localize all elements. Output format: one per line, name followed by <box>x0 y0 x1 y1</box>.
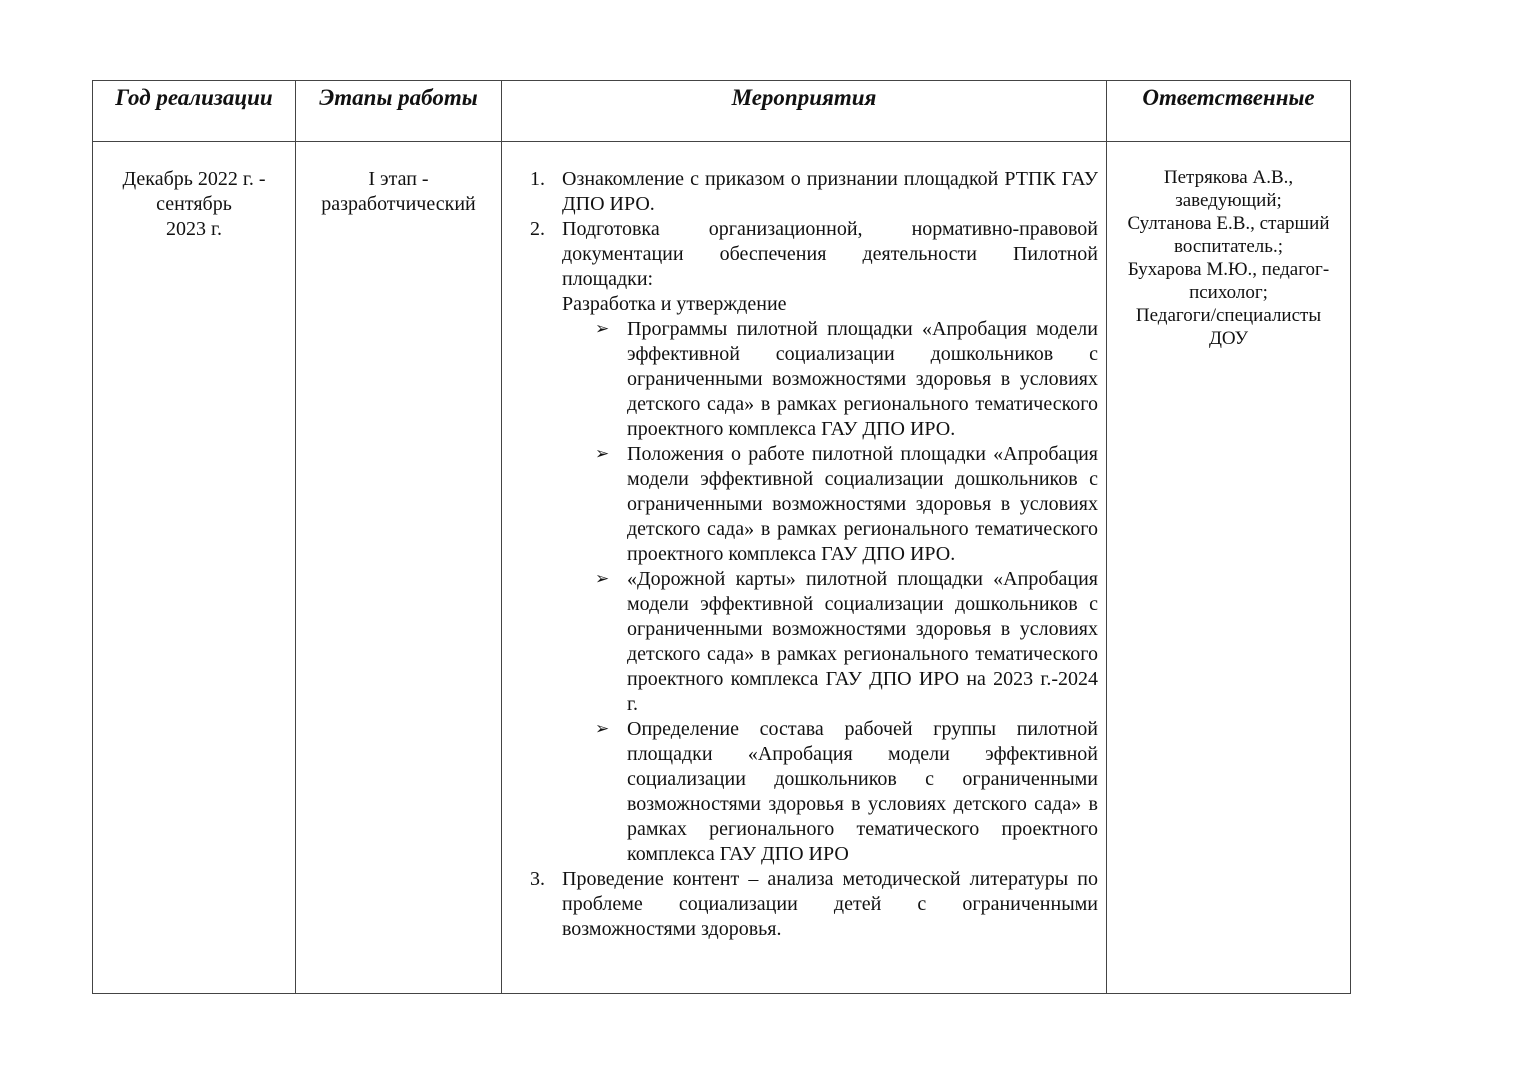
header-responsible: Ответственные <box>1142 85 1315 110</box>
arrowhead-bullet-icon: ➢ <box>595 569 610 589</box>
responsible-line: Бухарова М.Ю., педагог- <box>1127 259 1330 280</box>
responsible-line: Султанова Е.В., старший <box>1127 213 1330 234</box>
bullet-text: «Дорожной карты» пилотной площадки «Апробация модели эффективной социализации дошкольников с ограниченными возможностями здоровья в условиях детского сада» в рамках регионального тематического проектного комплекса ГАУ ДПО ИРО на 2023 г.-2024 г. <box>627 568 1098 715</box>
activity-plan-table <box>92 80 1351 994</box>
year-line: 2023 г. <box>166 218 222 240</box>
arrowhead-bullet-icon: ➢ <box>595 719 610 739</box>
header-stages: Этапы работы <box>319 85 478 110</box>
responsible-line: Петрякова А.В., <box>1163 167 1294 188</box>
bullet-text: Программы пилотной площадки «Апробация модели эффективной социализации дошкольников с ограниченными возможностями здоровья в условиях детского сада» в рамках регионального тематического проектного комплекса ГАУ ДПО ИРО. <box>627 318 1098 440</box>
responsible-line: психолог; <box>1189 282 1268 303</box>
year-cell <box>93 142 295 993</box>
stage-line: разработчический <box>321 193 476 215</box>
measure-item <box>510 867 1098 942</box>
item-subintro: Разработка и утверждение <box>562 293 787 315</box>
bullet-item <box>510 717 1098 867</box>
responsible-line: воспитатель.; <box>1174 236 1283 257</box>
item-number: 3. <box>530 868 545 890</box>
responsible-line: Педагоги/специалисты <box>1135 305 1322 326</box>
stage-line: I этап - <box>368 168 429 190</box>
arrowhead-bullet-icon: ➢ <box>595 319 610 339</box>
measures-cell <box>502 142 1106 993</box>
bullet-item <box>510 317 1098 442</box>
year-line: сентябрь <box>156 193 232 215</box>
bullet-item <box>510 567 1098 717</box>
item-number: 2. <box>530 218 545 240</box>
bullet-text: Определение состава рабочей группы пилотной площадки «Апробация модели эффективной социализации дошкольников с ограниченными возможностями здоровья в условиях детского сада» в рамках регионального тематического проектного комплекса ГАУ ДПО ИРО <box>627 718 1098 865</box>
header-year: Год реализации <box>115 85 273 110</box>
header-measures: Мероприятия <box>731 85 877 110</box>
bullet-text: Положения о работе пилотной площадки «Апробация модели эффективной социализации дошкольников с ограниченными возможностями здоровья в условиях детского сада» в рамках регионального тематического проектного комплекса ГАУ ДПО ИРО. <box>627 443 1098 565</box>
responsible-cell <box>1107 142 1350 993</box>
item-text: Подготовка организационной, нормативно-правовой документации обеспечения деятельности Пилотной площадки: <box>562 218 1098 290</box>
item-text: Проведение контент – анализа методической литературы по проблеме социализации детей с ограниченными возможностями здоровья. <box>562 868 1098 940</box>
item-text: Ознакомление с приказом о признании площадкой РТПК ГАУ ДПО ИРО. <box>562 168 1098 215</box>
stage-cell <box>296 142 501 993</box>
year-line: Декабрь 2022 г. - <box>122 168 266 190</box>
measure-item <box>510 167 1098 217</box>
arrowhead-bullet-icon: ➢ <box>595 444 610 464</box>
responsible-line: заведующий; <box>1175 190 1282 211</box>
item-number: 1. <box>530 168 545 190</box>
measure-item <box>510 217 1098 292</box>
responsible-line: ДОУ <box>1208 328 1249 349</box>
bullet-item <box>510 442 1098 567</box>
